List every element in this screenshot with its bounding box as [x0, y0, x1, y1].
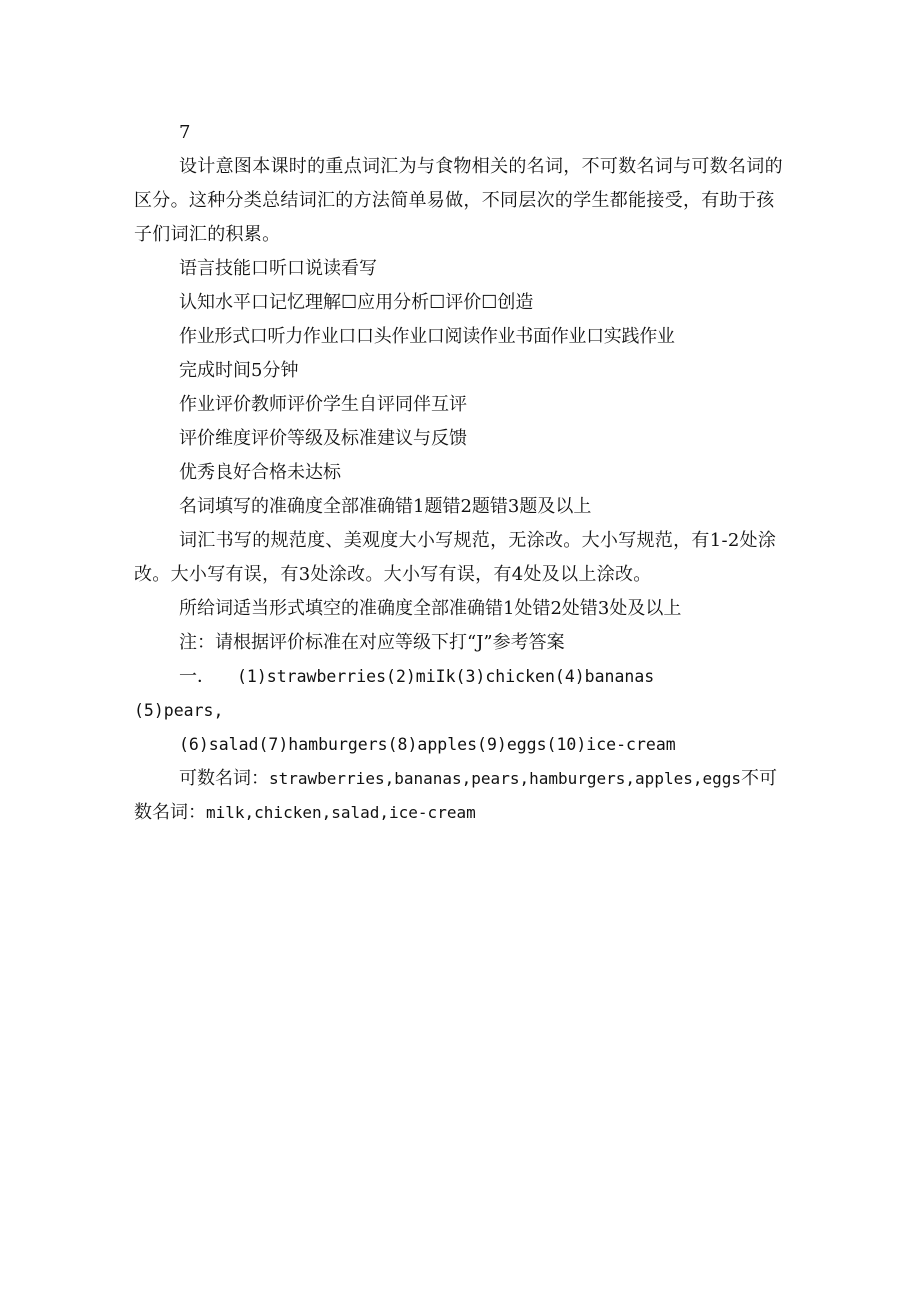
note-line: 注：请根据评价标准在对应等级下打“J”参考答案 — [179, 632, 565, 653]
writing-standard-paragraph: 词汇书写的规范度、美观度大小写规范，无涂改。大小写规范，有1-2处涂改。大小写有误，有3处涂改。大小写有误，有4处及以上涂改。 — [134, 530, 777, 585]
noun-classification-paragraph — [134, 762, 792, 830]
answers-section-marker: 一． — [179, 666, 215, 687]
completion-time-line: 完成时间5分钟 — [179, 360, 299, 381]
uncountable-words: milk,chicken,salad,ice-cream — [206, 803, 476, 822]
language-skills-line: 语言技能口听口说读看写 — [179, 258, 377, 279]
page-number: 7 — [179, 122, 191, 143]
countable-words: strawberries,bananas,pears,hamburgers,apples,eggs — [269, 769, 742, 788]
design-intent-paragraph: 设计意图本课时的重点词汇为与食物相关的名词，不可数名词与可数名词的区分。这种分类总结词汇的方法简单易做，不同层次的学生都能接受，有助于孩子们词汇的积累。 — [134, 156, 783, 245]
answers-line-2: (5)pears, — [134, 701, 224, 720]
document-body — [134, 116, 792, 830]
form-accuracy-line: 所给词适当形式填空的准确度全部准确错1处错2处错3处及以上 — [179, 598, 682, 619]
noun-accuracy-line: 名词填写的准确度全部准确错1题错2题错3题及以上 — [179, 496, 592, 517]
answers-line-3: (6)salad(7)hamburgers(8)apples(9)eggs(10)ice-cream — [179, 735, 676, 754]
uncountable-label: 不可数名词： — [134, 768, 778, 823]
grades-line: 优秀良好合格未达标 — [179, 462, 341, 483]
answers-line-1 — [134, 660, 792, 694]
homework-form-line: 作业形式口听力作业口口头作业口阅读作业书面作业口实践作业 — [179, 326, 675, 347]
evaluation-dimensions-line: 评价维度评价等级及标准建议与反馈 — [179, 428, 467, 449]
answers-items-1: (1)strawberries(2)miIk(3)chicken(4)bananas — [237, 667, 655, 686]
countable-label: 可数名词： — [179, 768, 269, 789]
cognitive-level-line: 认知水平口记忆理解☐应用分析☐评价☐创造 — [179, 292, 534, 313]
homework-evaluation-line: 作业评价教师评价学生自评同伴互评 — [179, 394, 467, 415]
